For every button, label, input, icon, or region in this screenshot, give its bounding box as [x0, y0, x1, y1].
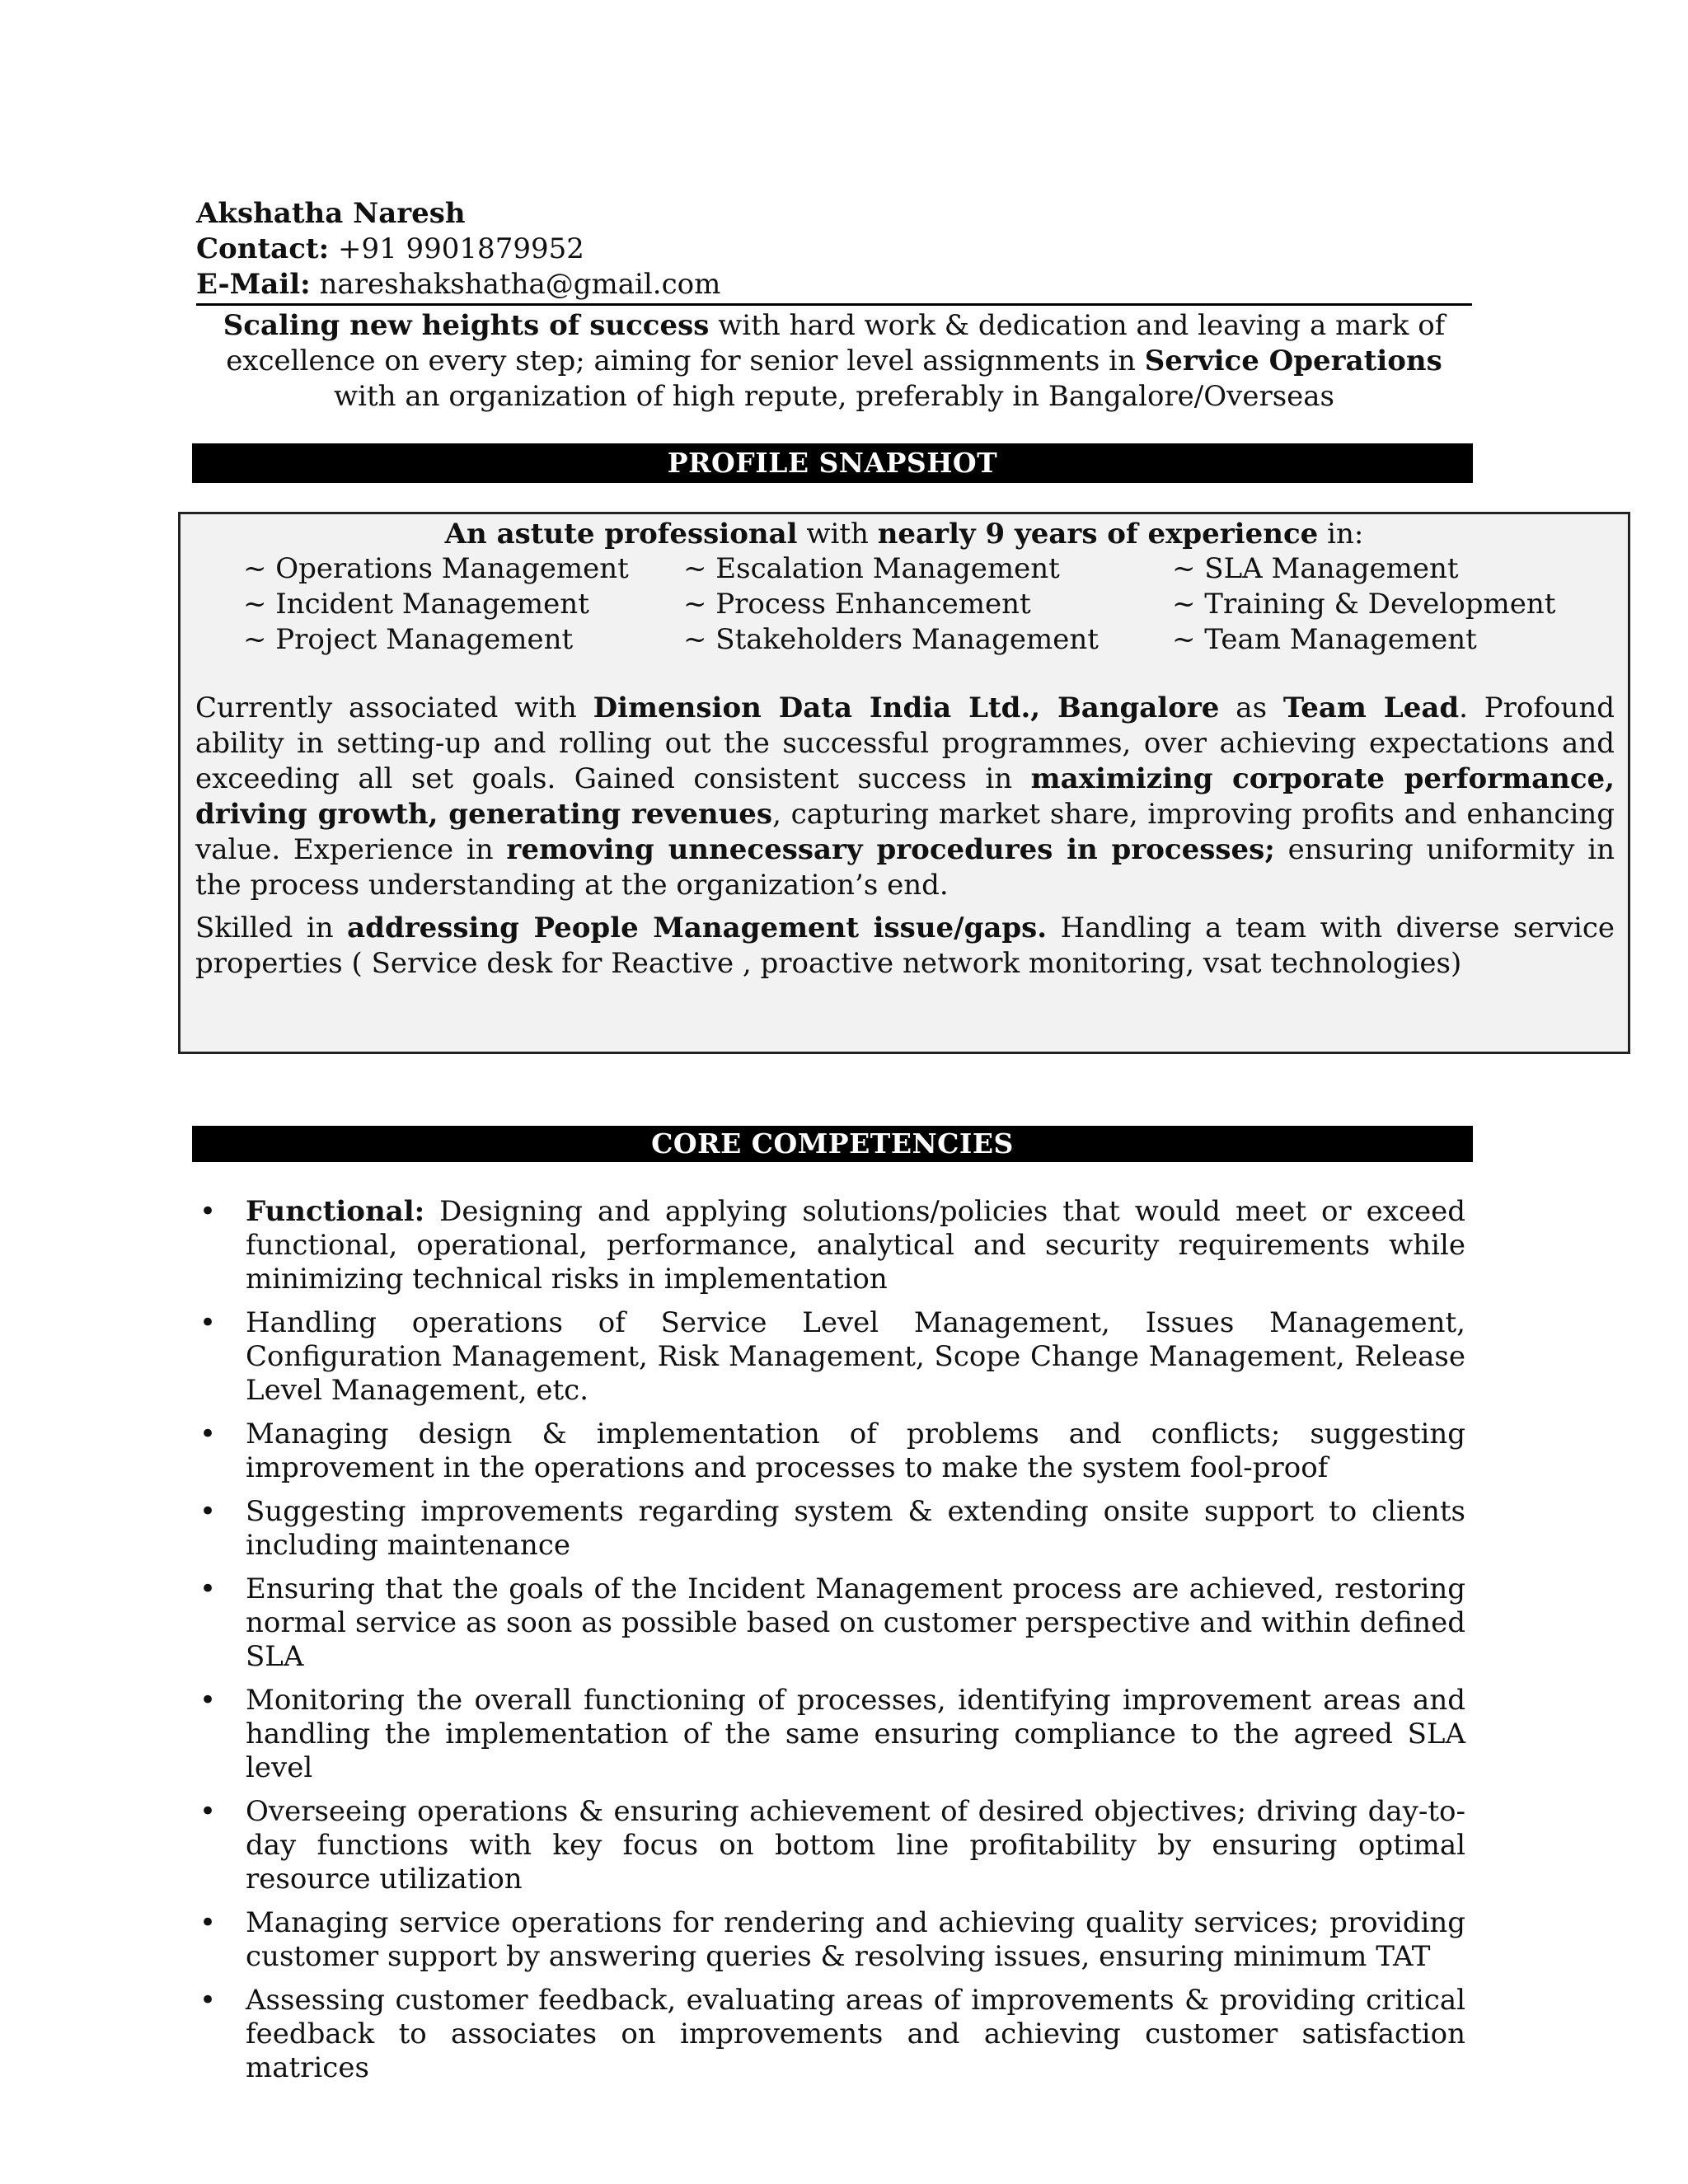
list-item: • Assessing customer feedback, evaluating areas of improvements & providing critical feedback to associates on improvements and achieving customer satisfaction matrices: [199, 1984, 1465, 2084]
bullet-icon: •: [199, 1984, 217, 2017]
skill-item: ~ Operations Management: [243, 552, 629, 585]
bullet-icon: •: [199, 1906, 217, 1939]
list-item: • Ensuring that the goals of the Incident Management process are achieved, restoring normal service as soon as possible based on customer perspective and within defined SLA: [199, 1572, 1465, 1673]
email-address: nareshakshatha@gmail.com: [319, 268, 721, 301]
skill-item: ~ Team Management: [1172, 623, 1477, 656]
core-competencies-heading: CORE COMPETENCIES: [192, 1126, 1473, 1162]
bullet-icon: •: [199, 1418, 217, 1451]
skill-item: ~ Escalation Management: [683, 552, 1060, 585]
list-item: • Functional: Designing and applying solutions/policies that would meet or exceed functional, operational, performance, analytical and security requirements while minimizing technical risks in implementation: [199, 1195, 1465, 1296]
skill-item: ~ SLA Management: [1172, 552, 1459, 585]
list-item: • Managing service operations for rendering and achieving quality services; providing customer support by answering queries & resolving issues, ensuring minimum TAT: [199, 1906, 1465, 1973]
competencies-list: [196, 1195, 1465, 2095]
bullet-icon: •: [199, 1795, 217, 1828]
contact-label: Contact:: [196, 232, 330, 265]
list-item: • Handling operations of Service Level Management, Issues Management, Configuration Management, Risk Management, Scope Change Management, Release Level Management, etc.: [199, 1306, 1465, 1407]
email-label: E-Mail:: [196, 268, 311, 301]
bullet-icon: •: [199, 1195, 217, 1228]
contact-header: [196, 196, 1472, 302]
contact-line: [196, 232, 1472, 267]
current-role-paragraph: Currently associated with Dimension Data India Ltd., Bangalore as Team Lead. Profound ability in setting-up and rolling out the successful programmes, over achieving expectations and exceeding all set goals. Gained consistent success in maximizing corporate performance, driving growth, generating revenues, capturing market share, improving profits and enhancing value. Experience in removing unnecessary procedures in processes; ensuring uniformity in the process understanding at the organization’s end.: [195, 691, 1615, 902]
skill-item: ~ Training & Development: [1172, 588, 1556, 621]
header-divider: [196, 303, 1472, 306]
skill-item: ~ Incident Management: [243, 588, 589, 621]
skill-item: ~ Process Enhancement: [683, 588, 1031, 621]
bullet-icon: •: [199, 1306, 217, 1339]
bullet-icon: •: [199, 1572, 217, 1605]
email-line: [196, 267, 1472, 302]
people-management-paragraph: Skilled in addressing People Management issue/gaps. Handling a team with diverse service properties ( Service desk for Reactive , proactive network monitoring, vsat technologies): [195, 912, 1615, 980]
candidate-name: Akshatha Naresh: [196, 197, 466, 230]
career-objective: Scaling new heights of success with hard work & dedication and leaving a mark of excellence on every step; aiming for senior level assignments in Service Operations with an organization of high repute, preferably in Bangalore/Overseas: [223, 309, 1446, 413]
bullet-icon: •: [199, 1495, 217, 1528]
skill-item: ~ Project Management: [243, 623, 574, 656]
list-item: • Overseeing operations & ensuring achievement of desired objectives; driving day-to-day functions with key focus on bottom line profitability by ensuring optimal resource utilization: [199, 1795, 1465, 1896]
snapshot-intro: An astute professional with nearly 9 years of experience in:: [444, 518, 1364, 551]
skill-item: ~ Stakeholders Management: [683, 623, 1099, 656]
list-item: • Monitoring the overall functioning of processes, identifying improvement areas and handling the implementation of the same ensuring compliance to the agreed SLA level: [199, 1684, 1465, 1784]
profile-snapshot-heading: PROFILE SNAPSHOT: [192, 443, 1473, 483]
bullet-icon: •: [199, 1684, 217, 1717]
profile-snapshot-box: [178, 512, 1630, 1054]
list-item: • Managing design & implementation of problems and conflicts; suggesting improvement in the operations and processes to make the system fool-proof: [199, 1418, 1465, 1484]
contact-phone: +91 9901879952: [337, 232, 584, 265]
list-item: • Suggesting improvements regarding system & extending onsite support to clients including maintenance: [199, 1495, 1465, 1562]
